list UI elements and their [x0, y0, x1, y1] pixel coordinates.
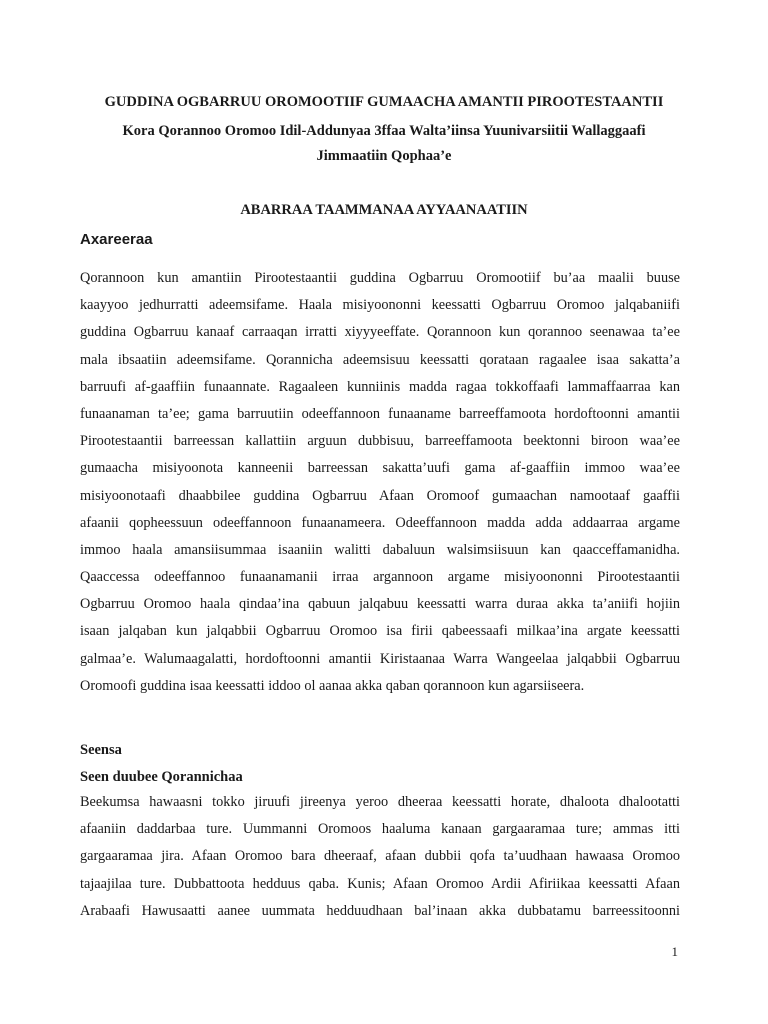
intro-line: gargaaramaa jira. Afaan Oromoo bara dheeraaf, afaan dubbii qofa ta’uudhaan hawaasa Oromoo	[80, 848, 680, 865]
document-subtitle-line-2: Jimmaatiin Qophaa’e	[316, 148, 452, 164]
section-heading: Seensa	[80, 742, 122, 758]
page-number: 1	[671, 944, 678, 959]
intro-line: Arabaafi Hawusaatti aanee uummata hedduudhaan bal’inaan akka dubbatamu barreessitoonni	[80, 902, 680, 919]
intro-line: tajaajilaa ture. Dubbattoota hedduus qaba. Kunis; Afaan Oromoo Ardii Afiriikaa keessatti Afaan	[80, 875, 680, 892]
document-title: GUDDINA OGBARRUU OROMOOTIIF GUMAACHA AMANTII PIROOTESTAANTII	[104, 94, 664, 110]
abstract-line: gumaacha misiyoonota kanneenii barreessan sakatta’uufi gama af-gaaffiin immoo waa’ee	[80, 460, 680, 477]
abstract-line: galmaa’e. Walumaagalatti, hordoftoonni amantii Kiristaanaa Warra Wangeelaa jalqabbii Ogbarruu	[80, 650, 680, 667]
abstract-line: kaayyoo jedhurratti adeemsifame. Haala misiyoononni keessatti Ogbarruu Oromoo jalqabaniifi	[80, 297, 680, 314]
abstract-paragraph	[80, 265, 680, 700]
abstract-line: afaanii qopheessuun odeeffannoon funaanameera. Odeeffannoon madda adda addaarraa argame	[80, 514, 680, 531]
abstract-line: isaan jalqaban kun jalqabbii Ogbarruu Oromoo isa firii qabeessaafi milkaa’ina argate keessatti	[80, 623, 680, 640]
abstract-line: Oromoofi guddina isaa keessatti iddoo ol aanaa akka qaban qorannoon kun agarsiiseera.	[80, 677, 585, 694]
abstract-line: Qaaccessa odeeffannoo funaanamanii irraa argannoon argame misiyoononni Pirootestaantii	[80, 569, 680, 586]
abstract-author-title: ABARRAA TAAMMANAA AYYAANAATIIN	[240, 202, 528, 218]
abstract-line: guddina Ogbarruu kanaaf carraaqan irratti xiyyyeeffate. Qorannoon kun qorannoo seenawaa ta’ee	[80, 324, 680, 341]
abstract-heading: Axareeraa	[80, 231, 153, 248]
subsection-heading: Seen duubee Qorannichaa	[80, 769, 243, 785]
abstract-line: misiyoonotaafi dhaabbilee guddina Ogbarruu Afaan Oromoof gumaachan namootaaf gaaffii	[80, 487, 680, 504]
abstract-line: barruufi af-gaaffiin funaannate. Ragaaleen kunniinis madda ragaa tokkoffaafi lammaffaarraa kan	[80, 378, 680, 395]
abstract-line: funaanaman ta’ee; gama barruutiin odeeffannoon funaaname barreeffamoota hordoftoonni amantii	[80, 405, 680, 422]
intro-line: Beekumsa hawaasni tokko jiruufi jireenya yeroo dheeraa keessatti horate, dhaloota dhalootatti	[80, 794, 680, 810]
abstract-line: mala ibsaatiin adeemsifame. Qorannicha adeemsisuu keessatti qorataan ragaalee isaa sakatta’a	[80, 351, 680, 368]
abstract-line: Qorannoon kun amantiin Pirootestaantii guddina Ogbarruu Oromootiif bu’aa maalii buuse	[80, 270, 680, 286]
abstract-line: Ogbarruu Oromoo haala qindaa’ina qabuun jalqabuu keessatti warra duraa akka ta’aniifi hojiin	[80, 596, 680, 613]
abstract-line: immoo haala amansiisummaa isaaniin walitti dabaluun walsimsiisuun kan qaacceffamanidha.	[80, 541, 680, 558]
intro-line: afaaniin daddarbaa ture. Uummanni Oromoos haaluma kanaan gargaaramaa ture; ammas itti	[80, 821, 680, 838]
document-subtitle-line-1: Kora Qorannoo Oromoo Idil-Addunyaa 3ffaa Walta’iinsa Yuunivarsiitii Wallaggaafi	[122, 123, 646, 139]
abstract-line: Pirootestaantii barreessan kallattiin arguun dubbisuu, barreeffamoota beektonni biroon waa’ee	[80, 433, 680, 450]
intro-paragraph	[80, 789, 680, 925]
